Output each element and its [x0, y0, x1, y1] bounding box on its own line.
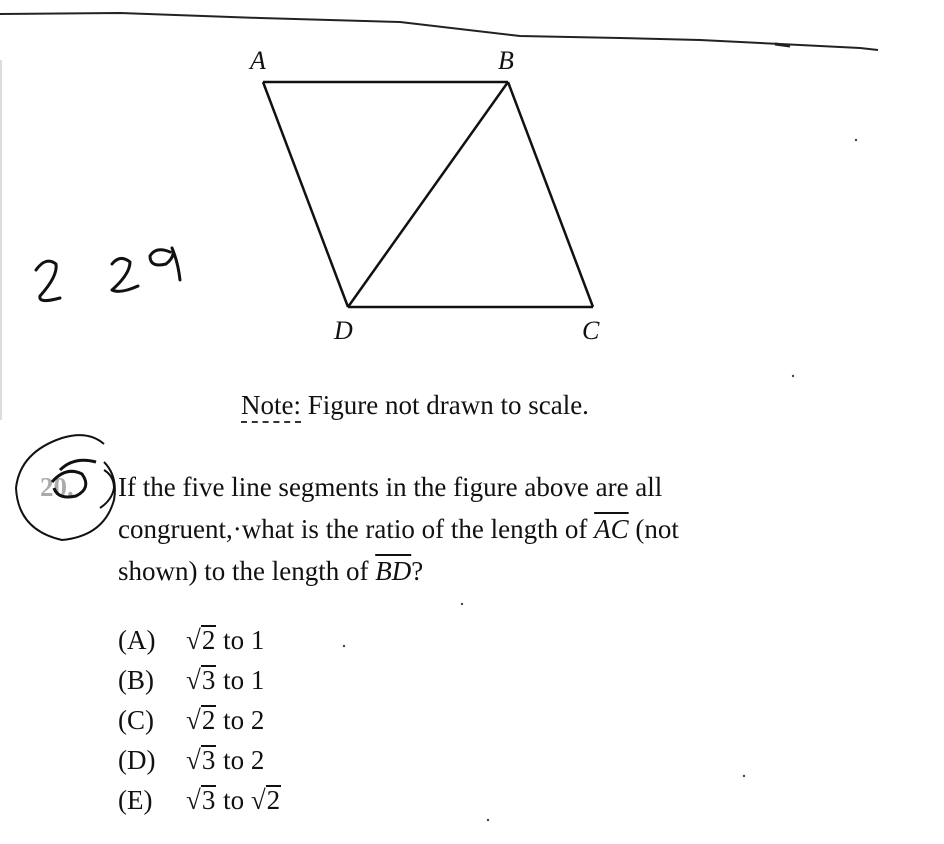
- question-line-1: [40, 466, 858, 508]
- choice-b[interactable]: [118, 660, 281, 700]
- segment-bd: [348, 82, 508, 307]
- choice-rest: 1: [250, 665, 265, 695]
- choice-letter: (D): [118, 745, 156, 775]
- question-line-2: [118, 508, 858, 550]
- question-20: [40, 466, 858, 592]
- handwritten-number-text: [30, 250, 32, 251]
- sqrt-icon: √: [186, 745, 201, 775]
- speck: [487, 819, 489, 821]
- choice-rest-radicand: 2: [266, 785, 281, 815]
- choice-radicand: 3: [201, 665, 216, 695]
- vertex-label-c: C: [582, 316, 600, 345]
- question-text-2a: congruent,·what is the ratio of the length of: [118, 514, 588, 544]
- question-text-1: If the five line segments in the figure above are all: [118, 472, 663, 502]
- choice-radicand: 3: [201, 745, 216, 775]
- vertex-label-d: D: [334, 316, 353, 345]
- sqrt-icon: √: [186, 785, 201, 815]
- choice-rest: 1: [250, 625, 265, 655]
- speck: [855, 139, 857, 141]
- choice-connector: to: [223, 705, 245, 735]
- choice-letter: (B): [118, 665, 154, 695]
- torn-top-edge: [0, 13, 878, 50]
- choice-e[interactable]: [118, 780, 281, 820]
- choice-connector: to: [223, 785, 245, 815]
- choice-c[interactable]: [118, 700, 281, 740]
- note-text: Figure not drawn to scale.: [307, 390, 589, 420]
- speck: [792, 375, 794, 377]
- sqrt-icon: √: [186, 665, 201, 695]
- choice-d[interactable]: [118, 740, 281, 780]
- segment-da: [263, 82, 348, 307]
- sqrt-icon: √: [186, 705, 201, 735]
- choice-connector: to: [223, 625, 245, 655]
- note-label: Note:: [241, 390, 301, 423]
- choice-connector: to: [223, 745, 245, 775]
- choice-a[interactable]: [118, 620, 281, 660]
- torn-edge-mark: [775, 44, 790, 46]
- segment-ac-label: $\overline{AC}$: [594, 514, 629, 544]
- question-text-3a: shown) to the length of: [118, 556, 369, 586]
- question-text-2b: (not: [635, 514, 679, 544]
- answer-choices: [118, 620, 281, 820]
- speck: [343, 645, 345, 647]
- choice-letter: (E): [118, 785, 153, 815]
- choice-rest: 2: [250, 745, 265, 775]
- geometry-figure: [263, 82, 593, 307]
- choice-letter: (A): [118, 625, 156, 655]
- question-number: 20.: [40, 472, 74, 502]
- handwritten-number: [36, 248, 180, 301]
- choice-rest: 2: [250, 705, 265, 735]
- segment-bd-label: $\overline{BD}$: [375, 556, 412, 586]
- speck: [461, 603, 463, 605]
- sqrt-icon: √: [250, 785, 266, 815]
- speck: [743, 775, 745, 777]
- vertex-label-b: B: [498, 46, 514, 75]
- question-line-3: [118, 550, 858, 592]
- figure-note: [241, 390, 589, 420]
- segment-bc: [508, 82, 593, 307]
- choice-letter: (C): [118, 705, 154, 735]
- question-mark: ?: [411, 556, 424, 586]
- choice-connector: to: [223, 665, 245, 695]
- choice-radicand: 3: [201, 785, 216, 815]
- choice-radicand: 2: [201, 625, 216, 655]
- choice-radicand: 2: [201, 705, 216, 735]
- sqrt-icon: √: [186, 625, 201, 655]
- vertex-label-a: A: [250, 46, 266, 75]
